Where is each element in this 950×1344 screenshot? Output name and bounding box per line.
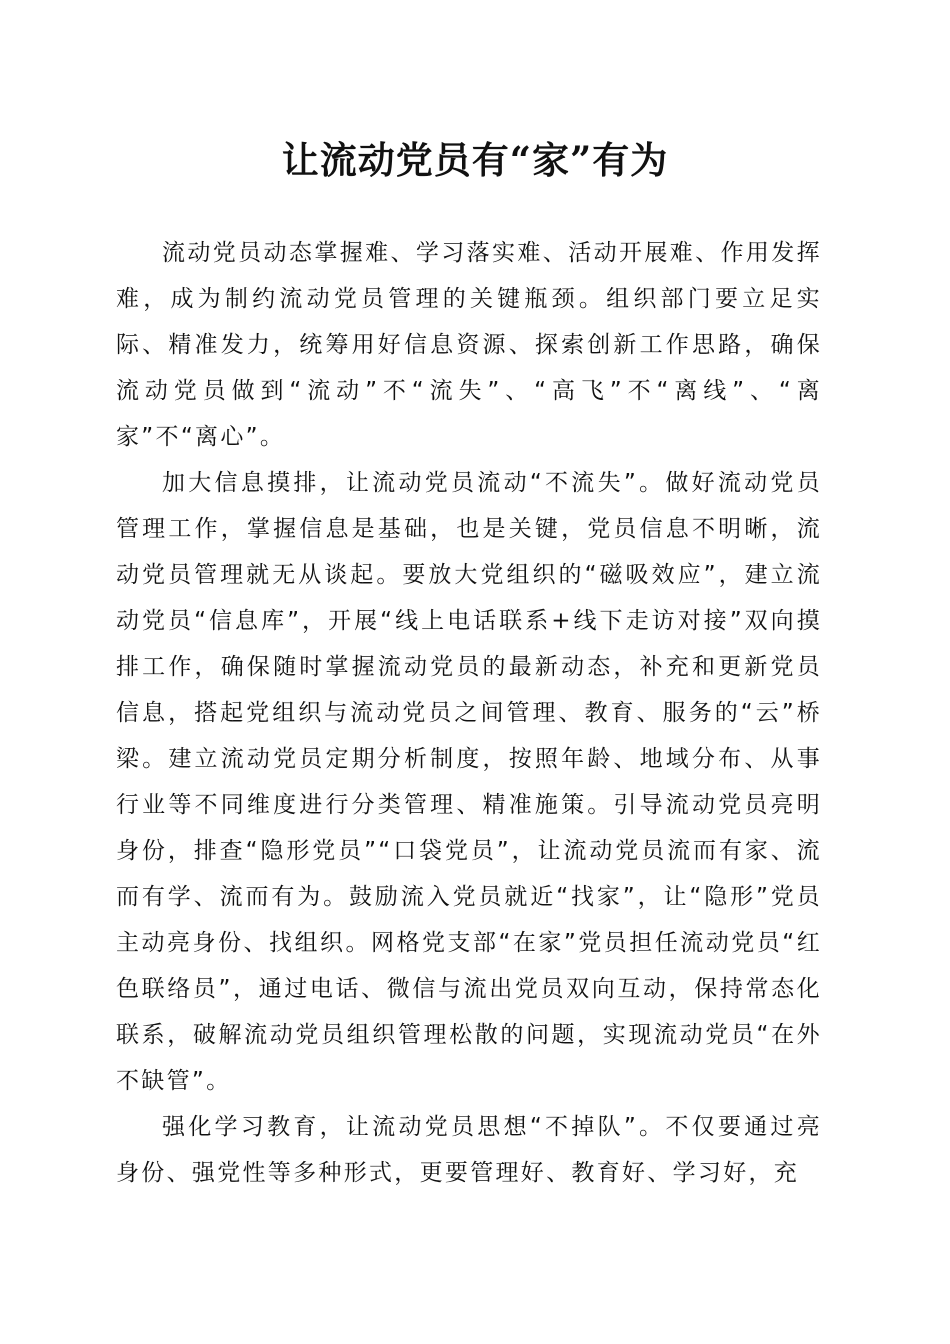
document-title: 让流动党员有“家”有为 bbox=[281, 138, 669, 182]
paragraph-information: 加大信息摸排，让流动党员流动“不流失”。做好流动党员管理工作，掌握信息是基础，也是关键，党员信息不明晰，流动党员管理就无从谈起。要放大党组织的“磁吸效应”，建立流动党员“信息库”，开展“线上电话联系+线下走访对接”双向摸排工作，确保随时掌握流动党员的最新动态，补充和更新党员信息，搭起党组织与流动党员之间管理、教育、服务的“云”桥梁。建立流动党员定期分析制度，按照年龄、地域分布、从事行业等不同维度进行分类管理、精准施策。引导流动党员亮明身份，排查“隐形党员”“口袋党员”，让流动党员流而有家、流而有学、流而有为。鼓励流入党员就近“找家”，让“隐形”党员主动亮身份、找组织。网格党支部“在家”党员担任流动党员“红色联络员”，通过电话、微信与流出党员双向互动，保持常态化联系，破解流动党员组织管理松散的问题，实现流动党员“在外不缺管”。 bbox=[116, 470, 822, 1094]
document-body bbox=[116, 230, 822, 1196]
paragraph-intro: 流动党员动态掌握难、学习落实难、活动开展难、作用发挥难，成为制约流动党员管理的关键瓶颈。组织部门要立足实际、精准发力，统筹用好信息资源、探索创新工作思路，确保流动党员做到“流动”不“流失”、“高飞”不“离线”、“离家”不“离心”。 bbox=[116, 240, 822, 450]
paragraph-education: 强化学习教育，让流动党员思想“不掉队”。不仅要通过亮身份、强党性等多种形式，更要管理好、教育好、学习好，充 bbox=[116, 1114, 822, 1186]
